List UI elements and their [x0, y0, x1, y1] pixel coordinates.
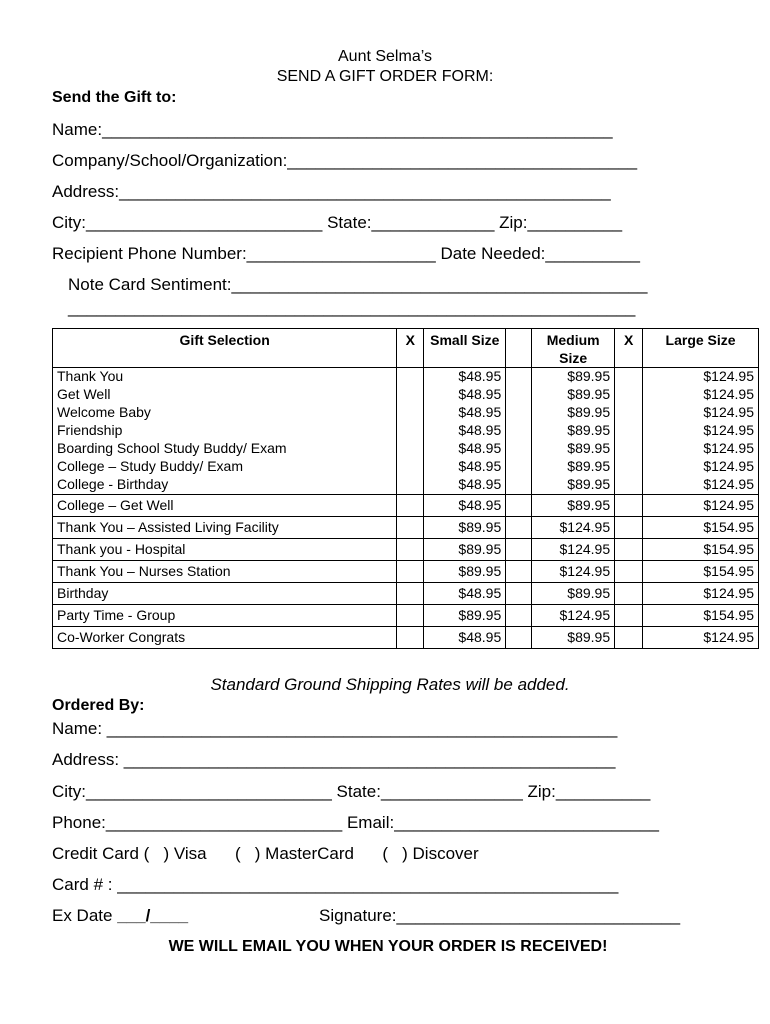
gift-name-cell: College – Get Well — [53, 495, 397, 517]
medium-price-cell: $89.95 — [532, 404, 615, 422]
recipient-company-field[interactable]: Company/School/Organization:_____________________________________ — [52, 151, 638, 170]
orderer-phone-email-field[interactable]: Phone:_________________________ Email:____________________________ — [52, 813, 659, 832]
select-medium-checkbox-cell[interactable] — [506, 605, 532, 627]
medium-price-cell: $89.95 — [532, 476, 615, 495]
note-card-sentiment-field[interactable]: Note Card Sentiment:____________________________________________ — [68, 275, 648, 294]
gift-name-cell: Birthday — [53, 583, 397, 605]
large-size-header: Large Size — [643, 329, 759, 368]
large-price-cell: $124.95 — [643, 440, 759, 458]
gift-name-cell: Thank you - Hospital — [53, 539, 397, 561]
gift-selection-header: Gift Selection — [53, 329, 397, 368]
select-large-checkbox-cell[interactable] — [615, 605, 643, 627]
gift-name-cell: Thank You – Assisted Living Facility — [53, 517, 397, 539]
gift-name-cell: Party Time - Group — [53, 605, 397, 627]
select-medium-checkbox-cell[interactable] — [506, 386, 532, 404]
gift-name-cell: Boarding School Study Buddy/ Exam — [53, 440, 397, 458]
select-small-checkbox-cell[interactable] — [397, 495, 424, 517]
gift-name-cell: College - Birthday — [53, 476, 397, 495]
large-price-cell: $124.95 — [643, 495, 759, 517]
select-small-checkbox-cell[interactable] — [397, 422, 424, 440]
select-small-checkbox-cell[interactable] — [397, 539, 424, 561]
select-small-checkbox-cell[interactable] — [397, 368, 424, 387]
table-row — [53, 517, 759, 539]
table-row — [53, 458, 759, 476]
table-row — [53, 386, 759, 404]
select-large-checkbox-cell[interactable] — [615, 583, 643, 605]
gift-name-cell: Co-Worker Congrats — [53, 627, 397, 649]
signature-field[interactable]: Signature:______________________________ — [319, 906, 681, 925]
medium-price-cell: $124.95 — [532, 517, 615, 539]
small-price-cell: $48.95 — [424, 583, 506, 605]
medium-price-cell: $89.95 — [532, 583, 615, 605]
gift-name-cell: Thank You — [53, 368, 397, 387]
small-price-cell: $48.95 — [424, 458, 506, 476]
large-price-cell: $124.95 — [643, 583, 759, 605]
table-row — [53, 561, 759, 583]
confirmation-footer: WE WILL EMAIL YOU WHEN YOUR ORDER IS RECEIVED! — [168, 938, 608, 955]
large-price-cell: $154.95 — [643, 517, 759, 539]
gift-name-cell: Thank You – Nurses Station — [53, 561, 397, 583]
table-row — [53, 583, 759, 605]
recipient-city-state-zip-field[interactable]: City:_________________________ State:_____________ Zip:__________ — [52, 213, 623, 232]
expiry-date-label: Ex Date — [52, 906, 113, 925]
select-large-checkbox-cell[interactable] — [615, 476, 643, 495]
gift-selection-table — [52, 328, 759, 649]
select-medium-checkbox-cell[interactable] — [506, 368, 532, 387]
select-small-checkbox-cell[interactable] — [397, 440, 424, 458]
select-large-checkbox-cell[interactable] — [615, 404, 643, 422]
table-row — [53, 440, 759, 458]
large-price-cell: $154.95 — [643, 605, 759, 627]
small-price-cell: $89.95 — [424, 539, 506, 561]
select-large-checkbox-cell[interactable] — [615, 458, 643, 476]
select-large-checkbox-cell[interactable] — [615, 440, 643, 458]
select-large-checkbox-cell[interactable] — [615, 561, 643, 583]
medium-price-cell: $89.95 — [532, 422, 615, 440]
table-row — [53, 539, 759, 561]
form-title-line1: Aunt Selma’s — [338, 48, 432, 65]
select-medium-checkbox-cell[interactable] — [506, 517, 532, 539]
ordered-by-heading: Ordered By: — [52, 697, 145, 714]
select-medium-checkbox-cell[interactable] — [506, 458, 532, 476]
x-column-header: X — [615, 329, 643, 368]
gift-name-cell: Get Well — [53, 386, 397, 404]
table-row — [53, 404, 759, 422]
gift-name-cell: College – Study Buddy/ Exam — [53, 458, 397, 476]
select-medium-checkbox-cell[interactable] — [506, 422, 532, 440]
shipping-note: Standard Ground Shipping Rates will be added. — [210, 675, 570, 694]
blank-column-header — [506, 329, 532, 368]
select-medium-checkbox-cell[interactable] — [506, 440, 532, 458]
gift-name-cell: Friendship — [53, 422, 397, 440]
medium-size-header: Medium Size — [532, 329, 615, 368]
recipient-name-field[interactable]: Name:______________________________________________________ — [52, 120, 613, 139]
select-medium-checkbox-cell[interactable] — [506, 561, 532, 583]
large-price-cell: $124.95 — [643, 404, 759, 422]
small-price-cell: $48.95 — [424, 422, 506, 440]
select-medium-checkbox-cell[interactable] — [506, 583, 532, 605]
table-row — [53, 368, 759, 387]
select-small-checkbox-cell[interactable] — [397, 627, 424, 649]
large-price-cell: $124.95 — [643, 627, 759, 649]
table-row — [53, 627, 759, 649]
expiry-date-value[interactable]: ___/____ — [117, 906, 189, 925]
small-price-cell: $48.95 — [424, 440, 506, 458]
orderer-name-field[interactable]: Name: ______________________________________________________ — [52, 719, 618, 738]
select-small-checkbox-cell[interactable] — [397, 404, 424, 422]
medium-price-cell: $89.95 — [532, 368, 615, 387]
select-small-checkbox-cell[interactable] — [397, 583, 424, 605]
table-row — [53, 476, 759, 495]
select-small-checkbox-cell[interactable] — [397, 605, 424, 627]
select-large-checkbox-cell[interactable] — [615, 422, 643, 440]
card-number-field[interactable]: Card # : _____________________________________________________ — [52, 875, 619, 894]
select-medium-checkbox-cell[interactable] — [506, 495, 532, 517]
large-price-cell: $124.95 — [643, 368, 759, 387]
select-large-checkbox-cell[interactable] — [615, 517, 643, 539]
recipient-phone-date-field[interactable]: Recipient Phone Number:____________________ Date Needed:__________ — [52, 244, 640, 263]
medium-price-cell: $89.95 — [532, 386, 615, 404]
select-large-checkbox-cell[interactable] — [615, 368, 643, 387]
medium-price-cell: $89.95 — [532, 627, 615, 649]
orderer-city-state-zip-field[interactable]: City:__________________________ State:_______________ Zip:__________ — [52, 782, 651, 801]
select-small-checkbox-cell[interactable] — [397, 561, 424, 583]
small-price-cell: $48.95 — [424, 627, 506, 649]
note-card-sentiment-continued[interactable]: ____________________________________________________________ — [68, 298, 636, 317]
select-small-checkbox-cell[interactable] — [397, 517, 424, 539]
small-price-cell: $48.95 — [424, 404, 506, 422]
orderer-address-field[interactable]: Address: ____________________________________________________ — [52, 750, 616, 769]
small-price-cell: $89.95 — [424, 517, 506, 539]
small-price-cell: $89.95 — [424, 561, 506, 583]
large-price-cell: $154.95 — [643, 561, 759, 583]
credit-card-options[interactable]: Credit Card ( ) Visa ( ) MasterCard ( ) Discover — [52, 844, 479, 863]
medium-price-cell: $124.95 — [532, 539, 615, 561]
large-price-cell: $124.95 — [643, 422, 759, 440]
table-header-row — [53, 329, 759, 368]
large-price-cell: $154.95 — [643, 539, 759, 561]
medium-price-cell: $89.95 — [532, 458, 615, 476]
x-column-header: X — [397, 329, 424, 368]
large-price-cell: $124.95 — [643, 386, 759, 404]
select-medium-checkbox-cell[interactable] — [506, 476, 532, 495]
recipient-address-field[interactable]: Address:____________________________________________________ — [52, 182, 611, 201]
small-price-cell: $48.95 — [424, 386, 506, 404]
select-small-checkbox-cell[interactable] — [397, 476, 424, 495]
small-price-cell: $48.95 — [424, 368, 506, 387]
select-large-checkbox-cell[interactable] — [615, 627, 643, 649]
table-row — [53, 495, 759, 517]
select-small-checkbox-cell[interactable] — [397, 458, 424, 476]
medium-price-cell: $124.95 — [532, 605, 615, 627]
table-row — [53, 605, 759, 627]
select-small-checkbox-cell[interactable] — [397, 386, 424, 404]
large-price-cell: $124.95 — [643, 458, 759, 476]
medium-price-cell: $89.95 — [532, 440, 615, 458]
select-large-checkbox-cell[interactable] — [615, 386, 643, 404]
small-size-header: Small Size — [424, 329, 506, 368]
medium-price-cell: $89.95 — [532, 495, 615, 517]
table-row — [53, 422, 759, 440]
select-large-checkbox-cell[interactable] — [615, 495, 643, 517]
form-title-line2: SEND A GIFT ORDER FORM: — [276, 68, 494, 85]
large-price-cell: $124.95 — [643, 476, 759, 495]
small-price-cell: $89.95 — [424, 605, 506, 627]
select-medium-checkbox-cell[interactable] — [506, 404, 532, 422]
select-large-checkbox-cell[interactable] — [615, 539, 643, 561]
expiry-date-field[interactable] — [52, 906, 188, 926]
medium-price-cell: $124.95 — [532, 561, 615, 583]
small-price-cell: $48.95 — [424, 476, 506, 495]
gift-name-cell: Welcome Baby — [53, 404, 397, 422]
send-to-heading: Send the Gift to: — [52, 89, 177, 106]
select-medium-checkbox-cell[interactable] — [506, 627, 532, 649]
select-medium-checkbox-cell[interactable] — [506, 539, 532, 561]
small-price-cell: $48.95 — [424, 495, 506, 517]
